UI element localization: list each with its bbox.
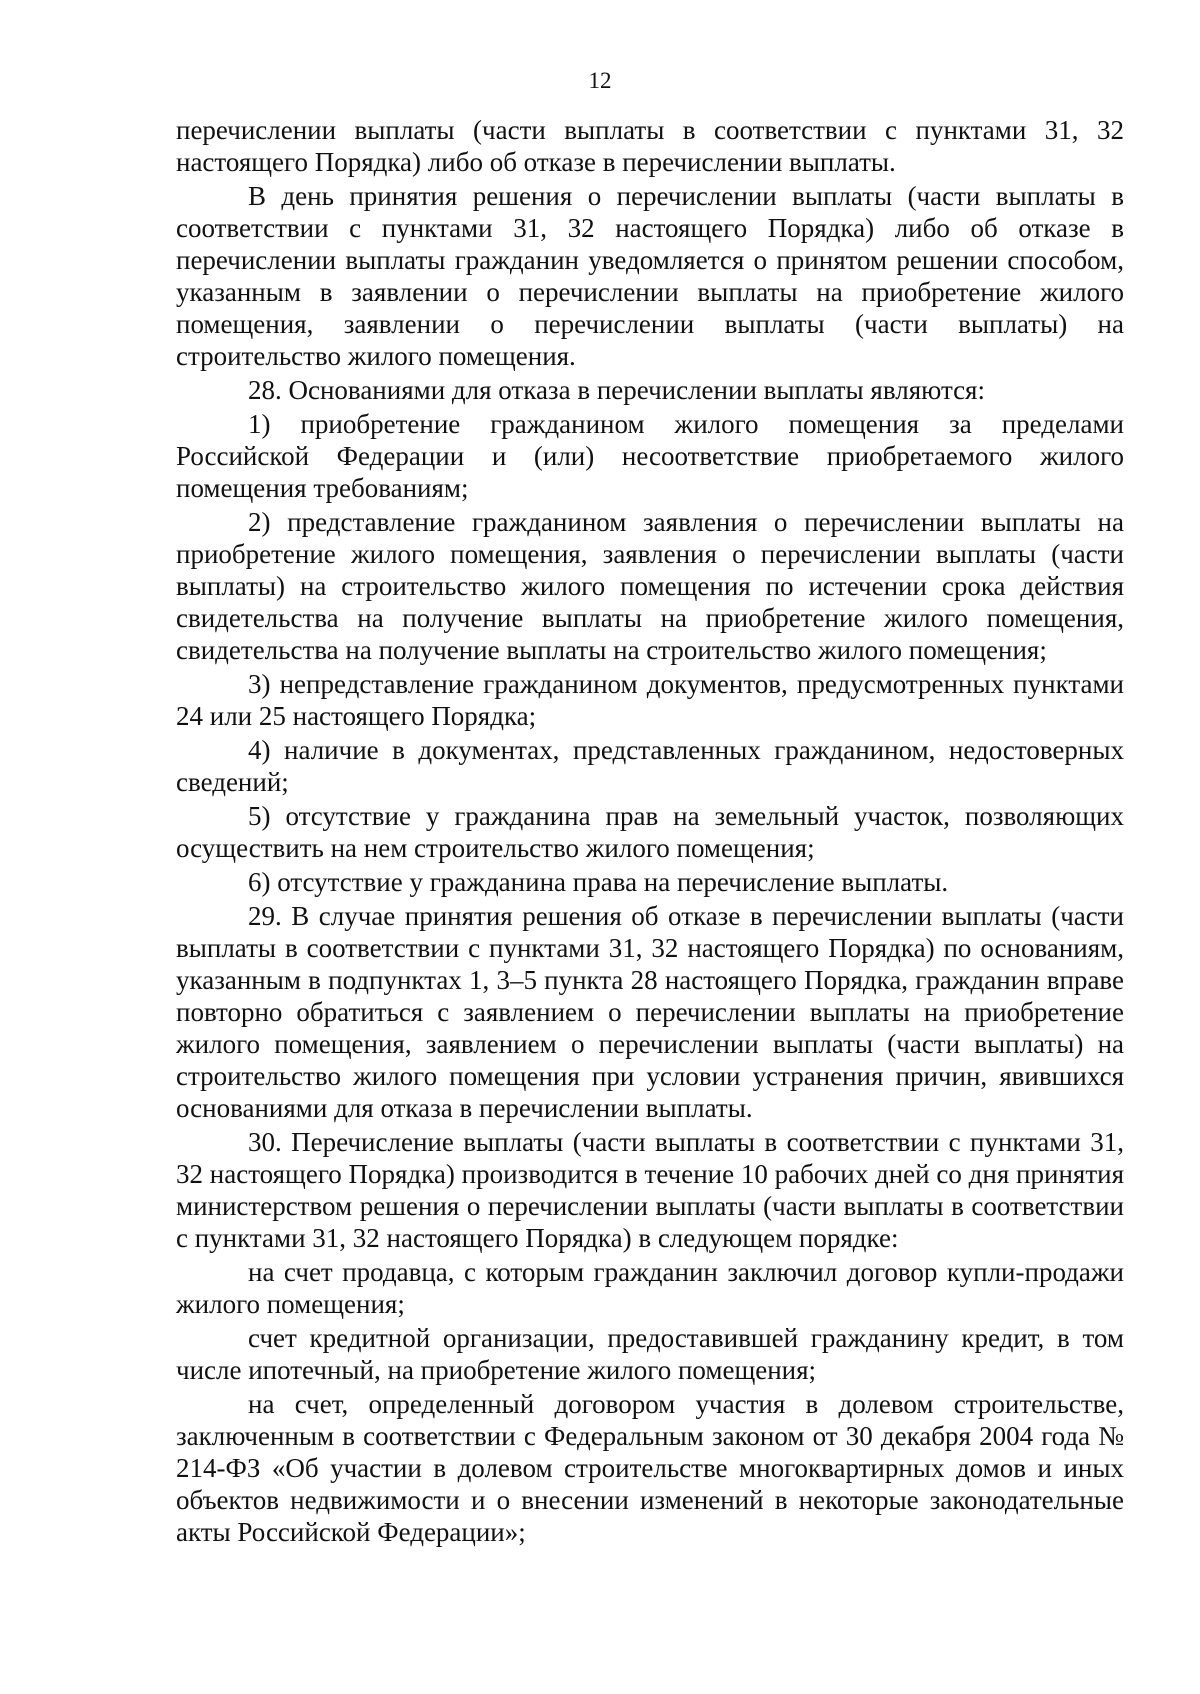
list-item: 5) отсутствие у гражданина прав на земельный участок, позволяющих осуществить на нем строительство жилого помещения;: [176, 801, 1124, 863]
list-item: 4) наличие в документах, представленных гражданином, недостоверных сведений;: [176, 735, 1124, 797]
paragraph: на счет продавца, с которым гражданин заключил договор купли-продажи жилого помещения;: [176, 1257, 1124, 1319]
paragraph: В день принятия решения о перечислении выплаты (части выплаты в соответствии с пунктами 31, 32 настоящего Порядка) либо об отказе в перечислении выплаты гражданин уведомляется о принятом решении способом, указанным в заявлении о перечислении выплаты на приобретение жилого помещения, заявлении о перечислении выплаты (части выплаты) на строительство жилого помещения.: [176, 181, 1124, 371]
page-number: 12: [588, 68, 612, 93]
paragraph: перечислении выплаты (части выплаты в соответствии с пунктами 31, 32 настоящего Порядка) либо об отказе в перечислении выплаты.: [176, 115, 1124, 177]
list-item: 3) непредставление гражданином документов, предусмотренных пунктами 24 или 25 настоящего Порядка;: [176, 669, 1124, 731]
paragraph: 29. В случае принятия решения об отказе в перечислении выплаты (части выплаты в соответствии с пунктами 31, 32 настоящего Порядка) по основаниям, указанным в подпунктах 1, 3–5 пункта 28 настоящего Порядка, гражданин вправе повторно обратиться с заявлением о перечислении выплаты на приобретение жилого помещения, заявлением о перечислении выплаты (части выплаты) на строительство жилого помещения при условии устранения причин, явившихся основаниями для отказа в перечислении выплаты.: [176, 901, 1124, 1123]
paragraph: счет кредитной организации, предоставившей гражданину кредит, в том числе ипотечный, на приобретение жилого помещения;: [176, 1323, 1124, 1385]
paragraph: на счет, определенный договором участия в долевом строительстве, заключенным в соответствии с Федеральным законом от 30 декабря 2004 года № 214-ФЗ «Об участии в долевом строительстве многоквартирных домов и иных объектов недвижимости и о внесении изменений в некоторые законодательные акты Российской Федерации»;: [176, 1389, 1124, 1547]
paragraph: 28. Основаниями для отказа в перечислении выплаты являются:: [248, 375, 985, 405]
list-item: 6) отсутствие у гражданина права на перечисление выплаты.: [248, 867, 949, 897]
document-body: [176, 114, 1124, 1550]
paragraph: 30. Перечисление выплаты (части выплаты в соответствии с пунктами 31, 32 настоящего Порядка) производится в течение 10 рабочих дней со дня принятия министерством решения о перечислении выплаты (части выплаты в соответствии с пунктами 31, 32 настоящего Порядка) в следующем порядке:: [176, 1127, 1124, 1253]
list-item: 1) приобретение гражданином жилого помещения за пределами Российской Федерации и (или) несоответствие приобретаемого жилого помещения требованиям;: [176, 409, 1124, 503]
list-item: 2) представление гражданином заявления о перечислении выплаты на приобретение жилого помещения, заявления о перечислении выплаты (части выплаты) на строительство жилого помещения по истечении срока действия свидетельства на получение выплаты на приобретение жилого помещения, свидетельства на получение выплаты на строительство жилого помещения;: [176, 507, 1124, 665]
